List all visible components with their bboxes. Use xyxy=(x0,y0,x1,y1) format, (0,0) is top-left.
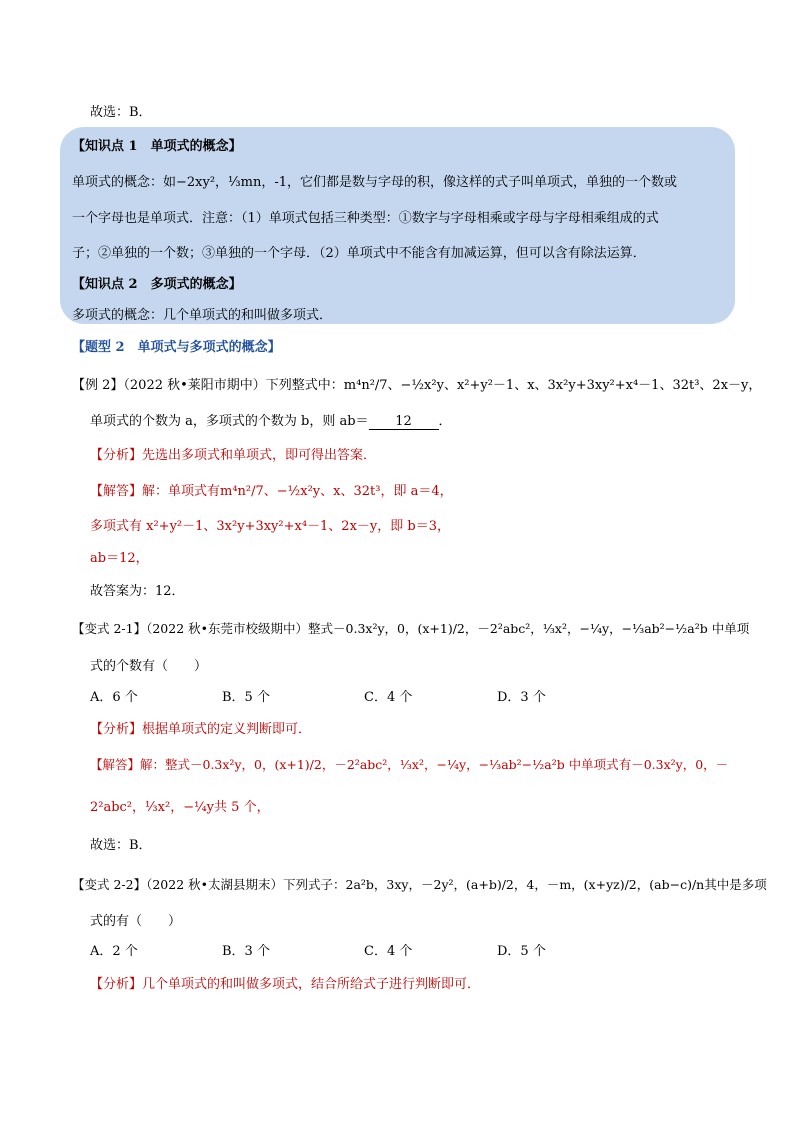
option-c: C．4 个 xyxy=(364,944,413,959)
example-2-stem: 【例 2】（2022 秋•莱阳市期中）下列整式中：m⁴n²/7、−½x²y、x²+y²－1、x、3x²y+3xy²+x⁴－1、32t³、2x－y， xyxy=(72,378,762,393)
example-2-analysis: 【分析】先选出多项式和单项式，即可得出答案． xyxy=(90,448,377,463)
question-end: ． xyxy=(438,414,452,429)
knowledge-text-4: 多项式的概念：几个单项式的和叫做多项式． xyxy=(72,308,333,323)
example-2-answer-4: 故答案为：12． xyxy=(90,584,185,599)
option-c: C．4 个 xyxy=(364,690,413,705)
question-text: 单项式的个数为 a，多项式的个数为 b，则 ab＝ xyxy=(90,414,369,429)
variant-2-1-question: 式的个数有（ ） xyxy=(90,659,208,674)
knowledge-heading-1: 【知识点 1 单项式的概念】 xyxy=(72,139,242,154)
variant-2-1-answer-2: 2²abc²，⅓x²，−¼y共 5 个， xyxy=(90,800,270,815)
variant-2-1-analysis: 【分析】根据单项式的定义判断即可． xyxy=(90,722,312,737)
option-d: D．3 个 xyxy=(497,690,546,705)
option-a: A．2 个 xyxy=(90,944,138,959)
section-title: 【题型 2 单项式与多项式的概念】 xyxy=(72,340,281,355)
variant-2-1-stem: 【变式 2-1】（2022 秋•东莞市校级期中）整式－0.3x²y，0，(x+1)/2，－2²abc²，⅓x²，−¼y，−⅓ab²−½a²b 中单项 xyxy=(72,621,750,636)
option-a: A．6 个 xyxy=(90,690,138,705)
knowledge-text-1: 单项式的概念：如−2xy²，⅓mn，-1，它们都是数与字母的积，像这样的式子叫单项式，单独的一个数或 xyxy=(72,175,678,190)
choice-line: 故选：B． xyxy=(90,105,152,120)
variant-2-1-answer-1: 【解答】解：整式－0.3x²y，0，(x+1)/2，－2²abc²，⅓x²，−¼y，−⅓ab²−½a²b 中单项式有－0.3x²y，0，－ xyxy=(90,757,729,772)
option-d: D．5 个 xyxy=(497,944,546,959)
variant-2-2-stem: 【变式 2-2】（2022 秋•太湖县期末）下列式子：2a²b，3xy，－2y²，(a+b)/2，4，－m，(x+yz)/2，(ab−c)/n其中是多项 xyxy=(72,877,767,892)
option-b: B．5 个 xyxy=(222,690,270,705)
example-2-answer-1: 【解答】解：单项式有m⁴n²/7、−½x²y、x、32t³，即 a＝4， xyxy=(90,484,453,499)
variant-2-2-analysis: 【分析】几个单项式的和叫做多项式，结合所给式子进行判断即可． xyxy=(90,977,481,992)
example-2-answer-2: 多项式有 x²+y²－1、3x²y+3xy²+x⁴－1、2x－y，即 b＝3， xyxy=(90,519,450,534)
option-b: B．3 个 xyxy=(222,944,270,959)
answer-blank: 12 xyxy=(369,414,439,430)
variant-2-2-question: 式的有（ ） xyxy=(90,914,182,929)
variant-2-1-answer-3: 故选：B． xyxy=(90,838,152,853)
knowledge-heading-2: 【知识点 2 多项式的概念】 xyxy=(72,277,242,292)
example-2-question xyxy=(90,410,452,430)
knowledge-text-3: 子；②单独的一个数；③单独的一个字母．（2）单项式中不能含有加减运算，但可以含有除法运算． xyxy=(72,246,646,261)
knowledge-text-2: 一个字母也是单项式．注意：（1）单项式包括三种类型：①数字与字母相乘或字母与字母相乘组成的式 xyxy=(72,211,659,226)
example-2-answer-3: ab＝12， xyxy=(90,551,149,566)
